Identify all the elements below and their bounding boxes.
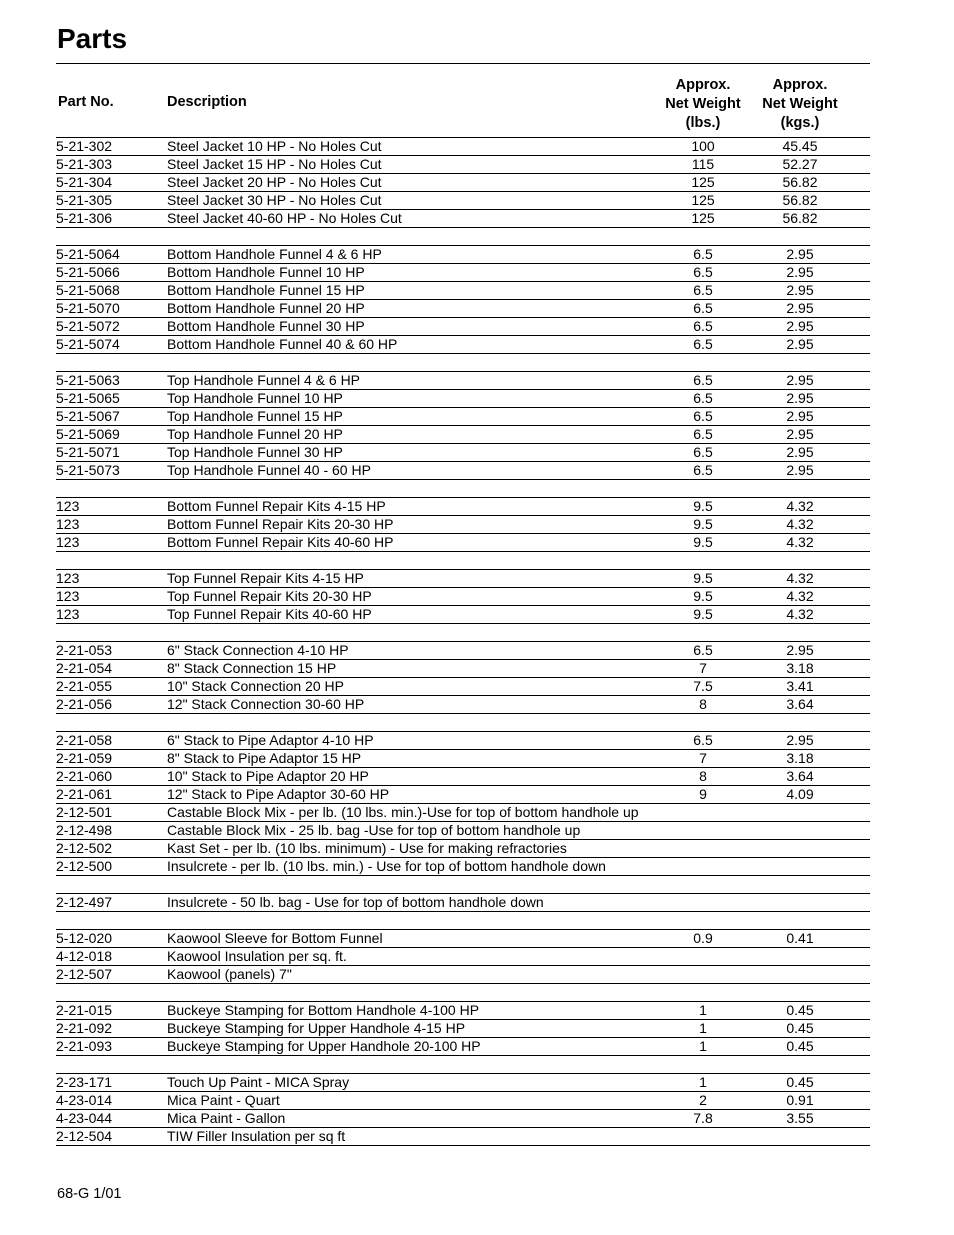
table-header (56, 76, 870, 136)
table-row (56, 408, 870, 426)
cell-weight-lbs: 6.5 (693, 318, 713, 334)
cell-part-no: 5-21-5063 (56, 372, 120, 388)
cell-part-no: 4-23-044 (56, 1110, 113, 1126)
cell-description: 12" Stack Connection 30-60 HP (167, 696, 365, 712)
table-row (56, 660, 870, 678)
cell-weight-kgs: 4.32 (786, 498, 814, 514)
cell-description: Buckeye Stamping for Bottom Handhole 4-100 HP (167, 1002, 480, 1018)
cell-weight-kgs: 2.95 (786, 426, 814, 442)
cell-description: Top Handhole Funnel 10 HP (167, 390, 343, 406)
cell-weight-lbs: 9 (699, 786, 707, 802)
cell-description: Top Funnel Repair Kits 4-15 HP (167, 570, 364, 586)
table-row (56, 552, 870, 570)
table-row (56, 858, 870, 876)
cell-weight-lbs: 6.5 (693, 444, 713, 460)
cell-description: Top Funnel Repair Kits 20-30 HP (167, 588, 372, 604)
cell-part-no: 5-21-5064 (56, 246, 120, 262)
cell-weight-kgs: 2.95 (786, 336, 814, 352)
cell-part-no: 4-12-018 (56, 948, 113, 964)
table-row (56, 462, 870, 480)
cell-part-no: 123 (56, 498, 80, 514)
cell-weight-lbs: 9.5 (693, 588, 713, 604)
cell-part-no: 2-21-015 (56, 1002, 113, 1018)
cell-weight-kgs: 3.18 (786, 660, 814, 676)
cell-weight-lbs: 1 (699, 1002, 707, 1018)
cell-description: Mica Paint - Quart (167, 1092, 280, 1108)
cell-description: 8" Stack to Pipe Adaptor 15 HP (167, 750, 362, 766)
table-row (56, 804, 870, 822)
parts-table (56, 138, 870, 1146)
cell-weight-lbs: 6.5 (693, 264, 713, 280)
header-weight-kgs-line1: Approx. (772, 77, 828, 93)
cell-weight-lbs: 6.5 (693, 426, 713, 442)
cell-part-no: 123 (56, 516, 80, 532)
table-row (56, 606, 870, 624)
header-weight-kgs-line3: (kgs.) (780, 115, 820, 131)
cell-weight-kgs: 0.45 (786, 1020, 814, 1036)
cell-weight-kgs: 2.95 (786, 642, 814, 658)
table-row (56, 1128, 870, 1146)
cell-weight-kgs: 3.55 (786, 1110, 814, 1126)
cell-weight-kgs: 45.45 (782, 138, 818, 154)
cell-weight-lbs: 7.8 (693, 1110, 713, 1126)
cell-part-no: 5-21-5071 (56, 444, 120, 460)
cell-part-no: 5-21-5070 (56, 300, 120, 316)
cell-description: Kaowool Sleeve for Bottom Funnel (167, 930, 383, 946)
table-row (56, 930, 870, 948)
table-row (56, 516, 870, 534)
cell-part-no: 5-12-020 (56, 930, 113, 946)
cell-weight-kgs: 2.95 (786, 318, 814, 334)
cell-weight-kgs: 2.95 (786, 390, 814, 406)
cell-part-no: 2-21-055 (56, 678, 113, 694)
cell-weight-lbs: 9.5 (693, 534, 713, 550)
cell-part-no: 4-23-014 (56, 1092, 113, 1108)
cell-part-no: 5-21-5067 (56, 408, 120, 424)
table-row (56, 246, 870, 264)
cell-weight-lbs: 9.5 (693, 498, 713, 514)
cell-weight-kgs: 3.41 (786, 678, 814, 694)
cell-description: Bottom Handhole Funnel 40 & 60 HP (167, 336, 398, 352)
cell-description: Steel Jacket 30 HP - No Holes Cut (167, 192, 382, 208)
cell-part-no: 2-12-502 (56, 840, 113, 856)
cell-description: 12" Stack to Pipe Adaptor 30-60 HP (167, 786, 390, 802)
cell-part-no: 2-21-056 (56, 696, 113, 712)
table-row (56, 372, 870, 390)
cell-description: Insulcrete - per lb. (10 lbs. min.) - Use for top of bottom handhole down (167, 858, 606, 874)
table-row (56, 714, 870, 732)
cell-description: Kaowool (panels) 7" (167, 966, 292, 982)
cell-weight-lbs: 1 (699, 1038, 707, 1054)
cell-weight-kgs: 2.95 (786, 732, 814, 748)
table-row (56, 318, 870, 336)
cell-weight-kgs: 3.18 (786, 750, 814, 766)
table-row (56, 228, 870, 246)
table-row (56, 264, 870, 282)
header-weight-lbs (652, 76, 754, 133)
cell-weight-kgs: 2.95 (786, 372, 814, 388)
cell-part-no: 2-23-171 (56, 1074, 113, 1090)
cell-weight-lbs: 8 (699, 696, 707, 712)
table-row (56, 786, 870, 804)
cell-description: Bottom Handhole Funnel 10 HP (167, 264, 365, 280)
cell-description: Bottom Handhole Funnel 30 HP (167, 318, 365, 334)
cell-description: Top Funnel Repair Kits 40-60 HP (167, 606, 372, 622)
cell-weight-lbs: 6.5 (693, 732, 713, 748)
table-row (56, 696, 870, 714)
cell-weight-lbs: 6.5 (693, 336, 713, 352)
header-description: Description (167, 94, 247, 110)
table-row (56, 570, 870, 588)
table-row (56, 156, 870, 174)
table-row (56, 1056, 870, 1074)
cell-weight-lbs: 6.5 (693, 300, 713, 316)
cell-part-no: 5-21-303 (56, 156, 113, 172)
cell-weight-lbs: 6.5 (693, 642, 713, 658)
cell-weight-kgs: 2.95 (786, 282, 814, 298)
cell-part-no: 5-21-5074 (56, 336, 120, 352)
table-row (56, 678, 870, 696)
cell-part-no: 5-21-302 (56, 138, 113, 154)
cell-description: Touch Up Paint - MICA Spray (167, 1074, 350, 1090)
cell-part-no: 5-21-306 (56, 210, 113, 226)
cell-description: 10" Stack to Pipe Adaptor 20 HP (167, 768, 369, 784)
table-row (56, 768, 870, 786)
table-row (56, 174, 870, 192)
cell-weight-lbs: 6.5 (693, 390, 713, 406)
cell-part-no: 5-21-5066 (56, 264, 120, 280)
cell-description: Steel Jacket 20 HP - No Holes Cut (167, 174, 382, 190)
table-row (56, 336, 870, 354)
cell-weight-kgs: 4.09 (786, 786, 814, 802)
table-row (56, 480, 870, 498)
cell-part-no: 2-12-507 (56, 966, 113, 982)
cell-weight-kgs: 52.27 (782, 156, 818, 172)
cell-weight-kgs: 4.32 (786, 516, 814, 532)
cell-description: 6" Stack Connection 4-10 HP (167, 642, 349, 658)
table-row (56, 426, 870, 444)
cell-description: Castable Block Mix - per lb. (10 lbs. min.)-Use for top of bottom handhole up (167, 804, 639, 820)
cell-description: Top Handhole Funnel 20 HP (167, 426, 343, 442)
cell-part-no: 5-21-5072 (56, 318, 120, 334)
cell-description: Steel Jacket 10 HP - No Holes Cut (167, 138, 382, 154)
cell-weight-lbs: 9.5 (693, 606, 713, 622)
cell-weight-kgs: 0.41 (786, 930, 814, 946)
cell-weight-kgs: 4.32 (786, 606, 814, 622)
cell-description: Buckeye Stamping for Upper Handhole 4-15 HP (167, 1020, 466, 1036)
cell-part-no: 5-21-305 (56, 192, 113, 208)
table-row (56, 1002, 870, 1020)
table-row (56, 624, 870, 642)
cell-description: Top Handhole Funnel 15 HP (167, 408, 343, 424)
table-row (56, 732, 870, 750)
table-row (56, 444, 870, 462)
table-row (56, 1092, 870, 1110)
cell-weight-kgs: 2.95 (786, 246, 814, 262)
table-row (56, 534, 870, 552)
cell-weight-kgs: 0.45 (786, 1038, 814, 1054)
table-row (56, 912, 870, 930)
cell-part-no: 123 (56, 534, 80, 550)
cell-description: Steel Jacket 15 HP - No Holes Cut (167, 156, 382, 172)
cell-weight-lbs: 7 (699, 660, 707, 676)
cell-part-no: 2-12-501 (56, 804, 113, 820)
cell-part-no: 2-21-053 (56, 642, 113, 658)
table-row (56, 948, 870, 966)
cell-description: Top Handhole Funnel 4 & 6 HP (167, 372, 361, 388)
cell-weight-kgs: 56.82 (782, 210, 818, 226)
cell-part-no: 5-21-304 (56, 174, 113, 190)
cell-weight-kgs: 2.95 (786, 462, 814, 478)
cell-weight-lbs: 6.5 (693, 462, 713, 478)
cell-part-no: 5-21-5073 (56, 462, 120, 478)
cell-weight-lbs: 0.9 (693, 930, 713, 946)
cell-description: Top Handhole Funnel 30 HP (167, 444, 343, 460)
cell-description: Castable Block Mix - 25 lb. bag -Use for top of bottom handhole up (167, 822, 581, 838)
cell-weight-lbs: 125 (691, 192, 715, 208)
cell-weight-kgs: 2.95 (786, 408, 814, 424)
cell-weight-lbs: 6.5 (693, 282, 713, 298)
cell-weight-kgs: 4.32 (786, 570, 814, 586)
cell-part-no: 5-21-5069 (56, 426, 120, 442)
cell-description: Bottom Funnel Repair Kits 40-60 HP (167, 534, 394, 550)
cell-weight-kgs: 56.82 (782, 192, 818, 208)
cell-part-no: 5-21-5065 (56, 390, 120, 406)
cell-description: Kast Set - per lb. (10 lbs. minimum) - Use for making refractories (167, 840, 567, 856)
cell-part-no: 2-21-093 (56, 1038, 113, 1054)
cell-weight-lbs: 6.5 (693, 408, 713, 424)
cell-part-no: 2-12-497 (56, 894, 113, 910)
cell-part-no: 2-12-500 (56, 858, 113, 874)
page-footer: 68-G 1/01 (57, 1186, 122, 1202)
cell-description: 8" Stack Connection 15 HP (167, 660, 337, 676)
cell-description: Bottom Handhole Funnel 20 HP (167, 300, 365, 316)
cell-part-no: 2-12-498 (56, 822, 113, 838)
cell-part-no: 2-21-092 (56, 1020, 113, 1036)
table-row (56, 210, 870, 228)
header-weight-kgs (749, 76, 851, 133)
cell-weight-kgs: 0.45 (786, 1002, 814, 1018)
cell-description: Bottom Handhole Funnel 4 & 6 HP (167, 246, 382, 262)
cell-part-no: 2-21-060 (56, 768, 113, 784)
cell-weight-kgs: 2.95 (786, 264, 814, 280)
table-row (56, 1038, 870, 1056)
cell-weight-lbs: 125 (691, 174, 715, 190)
cell-part-no: 123 (56, 606, 80, 622)
cell-description: 10" Stack Connection 20 HP (167, 678, 344, 694)
cell-description: Kaowool Insulation per sq. ft. (167, 948, 347, 964)
header-weight-lbs-line1: Approx. (675, 77, 731, 93)
table-row (56, 354, 870, 372)
table-row (56, 642, 870, 660)
cell-weight-lbs: 2 (699, 1092, 707, 1108)
cell-weight-lbs: 6.5 (693, 372, 713, 388)
cell-description: Top Handhole Funnel 40 - 60 HP (167, 462, 371, 478)
cell-weight-kgs: 4.32 (786, 534, 814, 550)
cell-description: Bottom Funnel Repair Kits 4-15 HP (167, 498, 386, 514)
cell-description: Insulcrete - 50 lb. bag - Use for top of bottom handhole down (167, 894, 544, 910)
cell-description: TIW Filler Insulation per sq ft (167, 1128, 346, 1144)
table-row (56, 894, 870, 912)
cell-part-no: 2-21-054 (56, 660, 113, 676)
cell-weight-lbs: 1 (699, 1074, 707, 1090)
table-row (56, 588, 870, 606)
cell-weight-kgs: 4.32 (786, 588, 814, 604)
header-weight-lbs-line2: Net Weight (665, 96, 741, 112)
cell-weight-lbs: 8 (699, 768, 707, 784)
cell-description: Mica Paint - Gallon (167, 1110, 286, 1126)
cell-part-no: 5-21-5068 (56, 282, 120, 298)
table-row (56, 1074, 870, 1092)
cell-part-no: 123 (56, 570, 80, 586)
table-row (56, 138, 870, 156)
cell-description: 6" Stack to Pipe Adaptor 4-10 HP (167, 732, 374, 748)
cell-part-no: 2-21-058 (56, 732, 113, 748)
cell-description: Buckeye Stamping for Upper Handhole 20-100 HP (167, 1038, 481, 1054)
cell-weight-lbs: 100 (691, 138, 715, 154)
cell-weight-lbs: 7.5 (693, 678, 713, 694)
cell-weight-lbs: 7 (699, 750, 707, 766)
cell-weight-lbs: 9.5 (693, 570, 713, 586)
table-row (56, 750, 870, 768)
cell-weight-kgs: 3.64 (786, 696, 814, 712)
table-row (56, 966, 870, 984)
table-row (56, 822, 870, 840)
cell-weight-kgs: 2.95 (786, 444, 814, 460)
table-row (56, 876, 870, 894)
table-row (56, 390, 870, 408)
cell-weight-lbs: 9.5 (693, 516, 713, 532)
table-row (56, 282, 870, 300)
cell-weight-lbs: 125 (691, 210, 715, 226)
title-divider (56, 63, 870, 64)
cell-part-no: 2-21-061 (56, 786, 113, 802)
cell-weight-lbs: 6.5 (693, 246, 713, 262)
table-row (56, 984, 870, 1002)
cell-description: Bottom Funnel Repair Kits 20-30 HP (167, 516, 394, 532)
cell-part-no: 2-21-059 (56, 750, 113, 766)
cell-part-no: 2-12-504 (56, 1128, 113, 1144)
table-row (56, 192, 870, 210)
cell-weight-kgs: 2.95 (786, 300, 814, 316)
header-weight-lbs-line3: (lbs.) (685, 115, 721, 131)
table-row (56, 1020, 870, 1038)
page-title: Parts (57, 23, 128, 54)
cell-weight-kgs: 0.45 (786, 1074, 814, 1090)
header-part-no: Part No. (58, 94, 114, 110)
cell-weight-lbs: 115 (691, 156, 715, 172)
table-row (56, 840, 870, 858)
header-weight-kgs-line2: Net Weight (762, 96, 838, 112)
cell-weight-kgs: 0.91 (786, 1092, 814, 1108)
cell-weight-lbs: 1 (699, 1020, 707, 1036)
cell-description: Bottom Handhole Funnel 15 HP (167, 282, 365, 298)
cell-part-no: 123 (56, 588, 80, 604)
table-row (56, 1110, 870, 1128)
cell-weight-kgs: 3.64 (786, 768, 814, 784)
cell-description: Steel Jacket 40-60 HP - No Holes Cut (167, 210, 402, 226)
cell-weight-kgs: 56.82 (782, 174, 818, 190)
table-row (56, 498, 870, 516)
table-row (56, 300, 870, 318)
